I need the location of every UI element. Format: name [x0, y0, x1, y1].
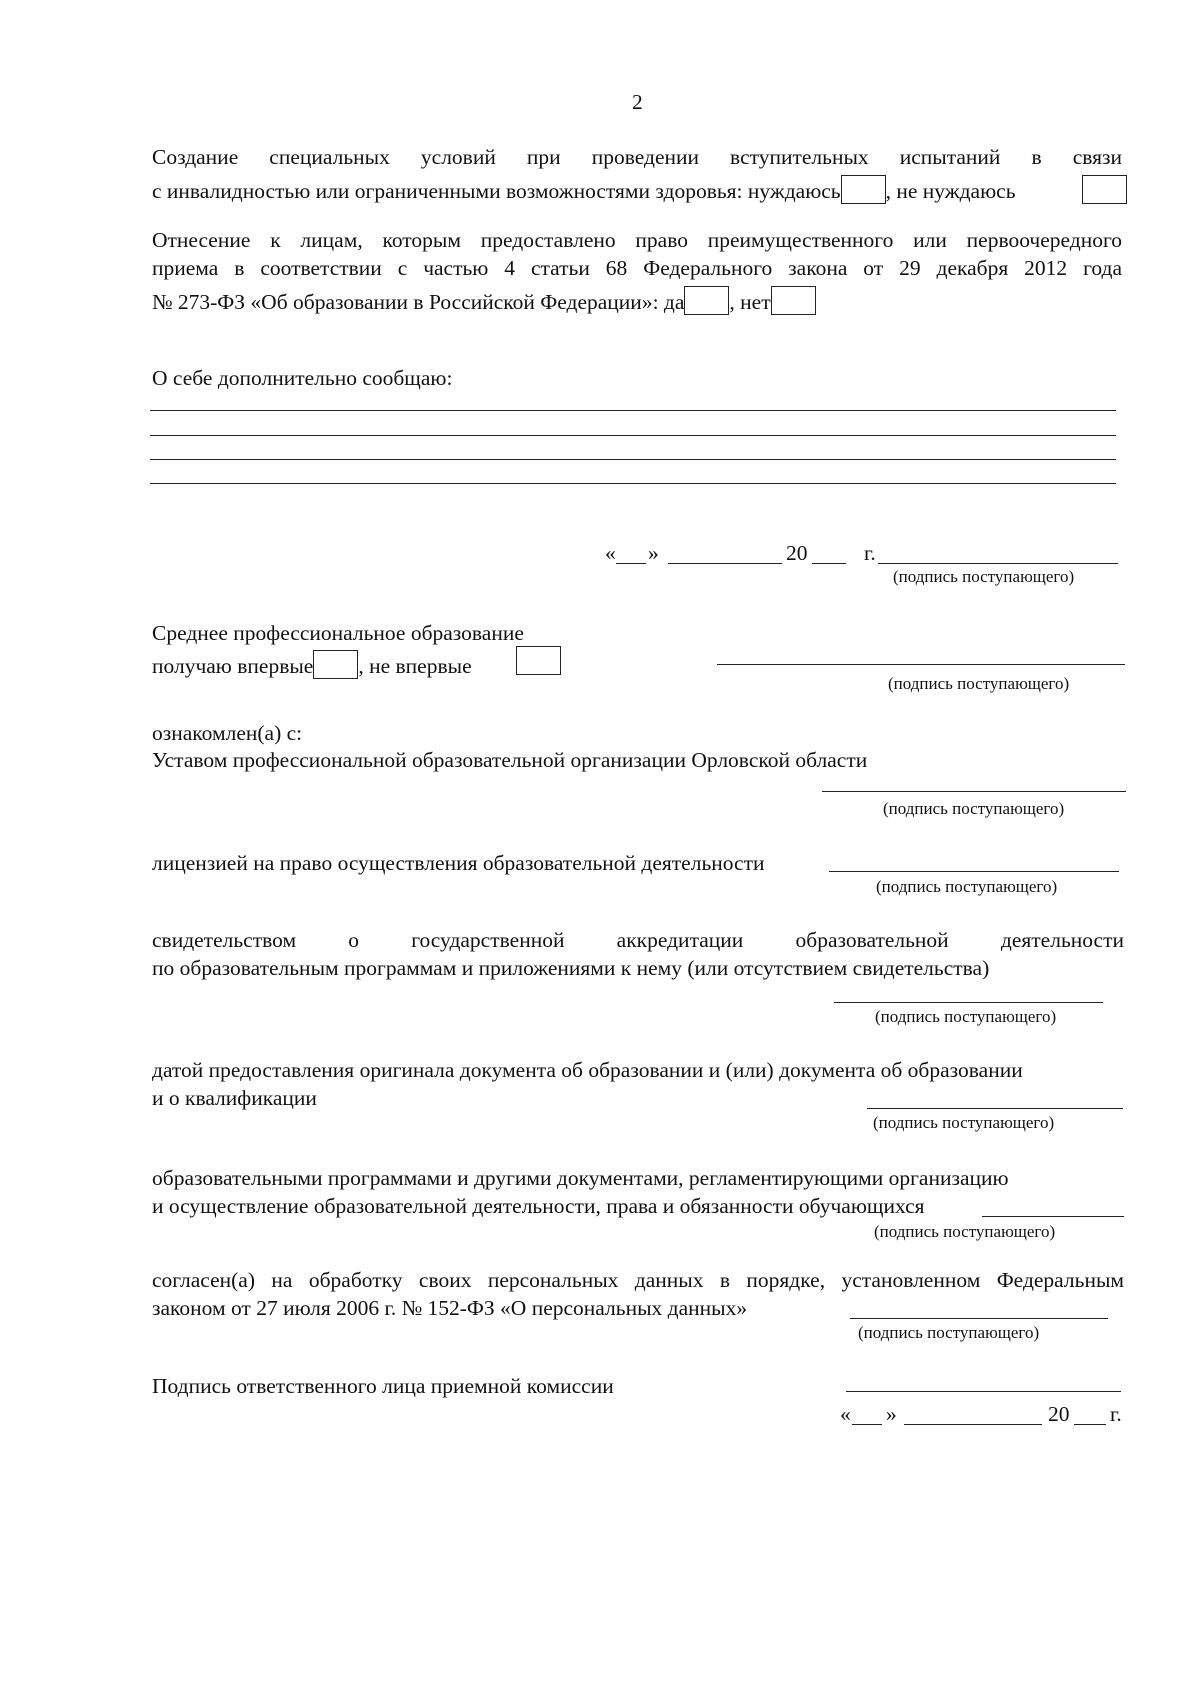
spo-line-2 [152, 650, 472, 679]
about-self-line-2[interactable] [150, 435, 1116, 436]
date-day-field[interactable] [616, 563, 646, 564]
page-number: 2 [632, 90, 643, 114]
original-signature-line[interactable] [867, 1108, 1123, 1109]
special-conditions-line-1: Создание специальных условий при проведении вступительных испытаний в связи [152, 145, 1122, 169]
signature-caption: (подпись поступающего) [888, 674, 1070, 693]
original-line-2: и о квалификации [152, 1086, 317, 1110]
signature-caption: (подпись поступающего) [858, 1323, 1040, 1342]
no-checkbox[interactable] [771, 286, 816, 315]
special-conditions-line-2 [152, 175, 1016, 204]
commission-date-close-quote: » [886, 1402, 897, 1426]
commission-date-year-field[interactable] [1074, 1424, 1106, 1425]
charter-signature-line[interactable] [822, 791, 1126, 792]
programs-line-1: образовательными программами и другими документами, регламентирующими организацию [152, 1166, 1009, 1190]
signature-caption: (подпись поступающего) [873, 1113, 1055, 1132]
license-signature-line[interactable] [829, 871, 1119, 872]
consent-line-1: согласен(а) на обработку своих персональных данных в порядке, установленном Федеральным [152, 1268, 1124, 1292]
commission-label: Подпись ответственного лица приемной комиссии [152, 1374, 614, 1398]
preferential-text: № 273-ФЗ «Об образовании в Российской Федерации»: да [152, 290, 685, 314]
about-self-line-4[interactable] [150, 483, 1116, 484]
not-need-checkbox[interactable] [1082, 175, 1127, 204]
commission-date-day-field[interactable] [852, 1424, 882, 1425]
signature-caption: (подпись поступающего) [874, 1222, 1056, 1241]
accreditation-signature-line[interactable] [834, 1002, 1103, 1003]
about-self-line-1[interactable] [150, 410, 1116, 411]
charter-text: Уставом профессиональной образовательной организации Орловской области [152, 748, 868, 772]
date-month-field[interactable] [668, 563, 782, 564]
signature-caption: (подпись поступающего) [883, 799, 1065, 818]
date-year-suffix: г. [864, 541, 876, 565]
need-checkbox[interactable] [841, 175, 886, 204]
preferential-line-2: приема в соответствии с частью 4 статьи 68 Федерального закона от 29 декабря 2012 года [152, 256, 1122, 280]
original-line-1: датой предоставления оригинала документа об образовании и (или) документа об образовании [152, 1058, 1023, 1082]
signature-caption: (подпись поступающего) [875, 1007, 1057, 1026]
first-time-label: получаю впервые [152, 654, 314, 678]
not-need-label: , не нуждаюсь [885, 179, 1016, 203]
programs-signature-line[interactable] [982, 1216, 1124, 1217]
about-self-label: О себе дополнительно сообщаю: [152, 366, 453, 390]
no-label: , нет [729, 290, 771, 314]
about-self-line-3[interactable] [150, 459, 1116, 460]
accreditation-line-2: по образовательным программам и приложениями к нему (или отсутствием свидетельства) [152, 956, 990, 980]
programs-line-2: и осуществление образовательной деятельности, права и обязанности обучающихся [152, 1194, 925, 1218]
preferential-line-1: Отнесение к лицам, которым предоставлено право преимущественного или первоочередного [152, 228, 1122, 252]
date-open-quote: « [605, 541, 616, 565]
preferential-line-3 [152, 286, 816, 315]
not-first-time-checkbox[interactable] [516, 646, 561, 675]
accreditation-line-1: свидетельством о государственной аккредитации образовательной деятельности [152, 928, 1124, 952]
commission-date-month-field[interactable] [904, 1424, 1042, 1425]
yes-checkbox[interactable] [684, 286, 729, 315]
date-year-field[interactable] [812, 563, 846, 564]
first-time-checkbox[interactable] [313, 650, 358, 679]
spo-line-1: Среднее профессиональное образование [152, 621, 524, 645]
commission-signature-line[interactable] [846, 1391, 1121, 1392]
commission-date-year-prefix: 20 [1048, 1402, 1070, 1426]
date-close-quote: » [648, 541, 659, 565]
consent-line-2: законом от 27 июля 2006 г. № 152-ФЗ «О персональных данных» [152, 1296, 748, 1320]
consent-signature-line[interactable] [850, 1318, 1108, 1319]
applicant-signature-line[interactable] [878, 563, 1118, 564]
license-text: лицензией на право осуществления образовательной деятельности [152, 851, 765, 875]
signature-caption: (подпись поступающего) [876, 877, 1058, 896]
familiarized-header: ознакомлен(а) с: [152, 721, 303, 745]
commission-date-open-quote: « [840, 1402, 851, 1426]
signature-caption: (подпись поступающего) [893, 567, 1075, 586]
spo-signature-line[interactable] [717, 664, 1125, 665]
special-conditions-text: с инвалидностью или ограниченными возможностями здоровья: нуждаюсь [152, 179, 841, 203]
commission-date-year-suffix: г. [1110, 1402, 1122, 1426]
not-first-time-label: , не впервые [358, 654, 472, 678]
date-year-prefix: 20 [786, 541, 808, 565]
